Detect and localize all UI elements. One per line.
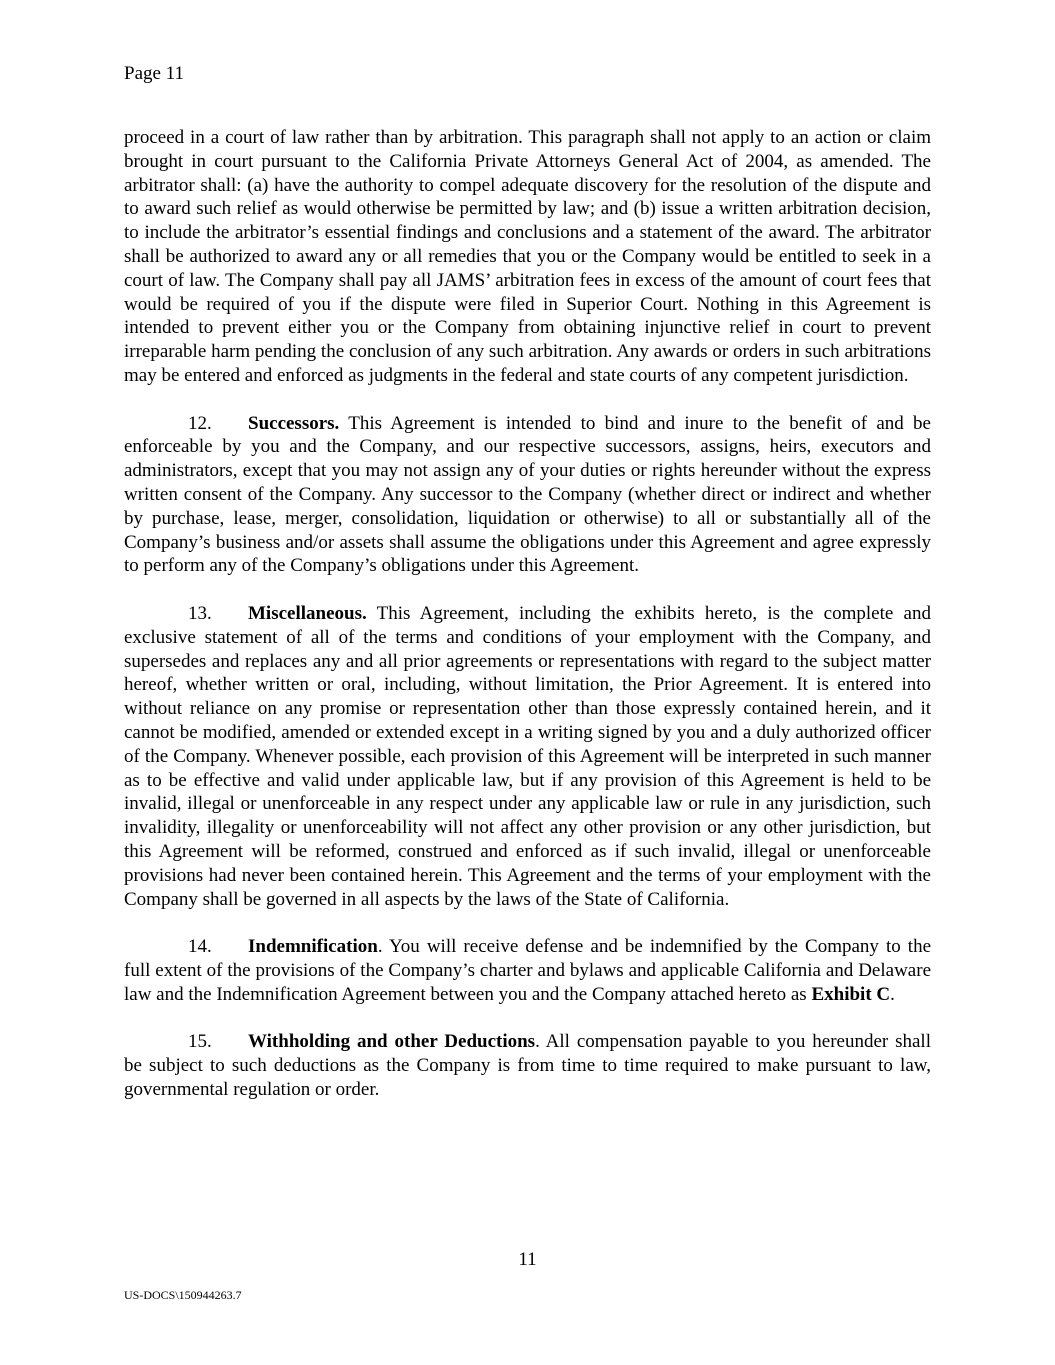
section-body-tail: .	[890, 983, 895, 1005]
section-title: Indemnification	[248, 936, 378, 958]
section-number: 12.	[188, 412, 212, 434]
section-body: This Agreement, including the exhibits hereto, is the complete and exclusive statement of all of the terms and conditions of your employment with the Company, and supersedes and replaces any and all prior agreements or representations with regard to the subject matter hereof, whether written or oral, including, without limitation, the Prior Agreement. It is entered into without reliance on any promise or representation other than those expressly contained herein, and it cannot be modified, amended or extended except in a writing signed by you and a duly authorized officer of the Company. Whenever possible, each provision of this Agreement will be interpreted in such manner as to be effective and valid under applicable law, but if any provision of this Agreement is held to be invalid, illegal or unenforceable in any respect under any applicable law or rule in any jurisdiction, such invalidity, illegality or unenforceability will not affect any other provision or any other jurisdiction, but this Agreement will be reformed, construed and enforced as if such invalid, illegal or unenforceable provisions had never been contained herein. This Agreement and the terms of your employment with the Company shall be governed in all aspects by the laws of the State of California.	[124, 602, 931, 910]
section-number: 14.	[188, 936, 212, 958]
section-title: Successors.	[248, 412, 340, 434]
page-header: Page 11	[124, 63, 184, 84]
page-number: 11	[518, 1249, 537, 1270]
continuation-paragraph: proceed in a court of law rather than by arbitration. This paragraph shall not apply to an action or claim brought in court pursuant to the California Private Attorneys General Act of 2004, as amended. The arbitrator shall: (a) have the authority to compel adequate discovery for the resolution of the dispute and to award such relief as would otherwise be permitted by law; and (b) issue a written arbitration decision, to include the arbitrator’s essential findings and conclusions and a statement of the award. The arbitrator shall be authorized to award any or all remedies that you or the Company would be entitled to seek in a court of law. The Company shall pay all JAMS’ arbitration fees in excess of the amount of court fees that would be required of you if the dispute were filed in Superior Court. Nothing in this Agreement is intended to prevent either you or the Company from obtaining injunctive relief in court to prevent irreparable harm pending the conclusion of any such arbitration. Any awards or orders in such arbitrations may be entered and enforced as judgments in the federal and state courts of any competent jurisdiction.	[124, 127, 931, 386]
section-title: Miscellaneous.	[248, 602, 367, 624]
section-12-successors	[124, 412, 931, 579]
section-body: . You will receive defense and be indemnified by the Company to the full extent of the provisions of the Company’s charter and bylaws and applicable California and Delaware law and the Indemnification Agreement between you and the Company attached hereto as	[124, 936, 931, 1005]
exhibit-reference: Exhibit C	[811, 983, 891, 1005]
section-number: 13.	[188, 602, 212, 624]
section-15-withholding	[124, 1030, 931, 1101]
section-13-miscellaneous	[124, 602, 931, 911]
section-number: 15.	[188, 1031, 212, 1053]
section-body: This Agreement is intended to bind and inure to the benefit of and be enforceable by you and the Company, and our respective successors, assigns, heirs, executors and administrators, except that you may not assign any of your duties or rights hereunder without the express written consent of the Company. Any successor to the Company (whether direct or indirect and whether by purchase, lease, merger, consolidation, liquidation or otherwise) to all or substantially all of the Company’s business and/or assets shall assume the obligations under this Agreement and agree expressly to perform any of the Company’s obligations under this Agreement.	[124, 412, 931, 577]
document-body	[124, 126, 931, 1125]
document-id: US-DOCS\150944263.7	[124, 1288, 242, 1302]
section-title: Withholding and other Deductions	[248, 1031, 536, 1053]
section-body: . All compensation payable to you hereunder shall be subject to such deductions as the Company is from time to time required to make pursuant to law, governmental regulation or order.	[124, 1031, 931, 1100]
section-14-indemnification	[124, 935, 931, 1006]
